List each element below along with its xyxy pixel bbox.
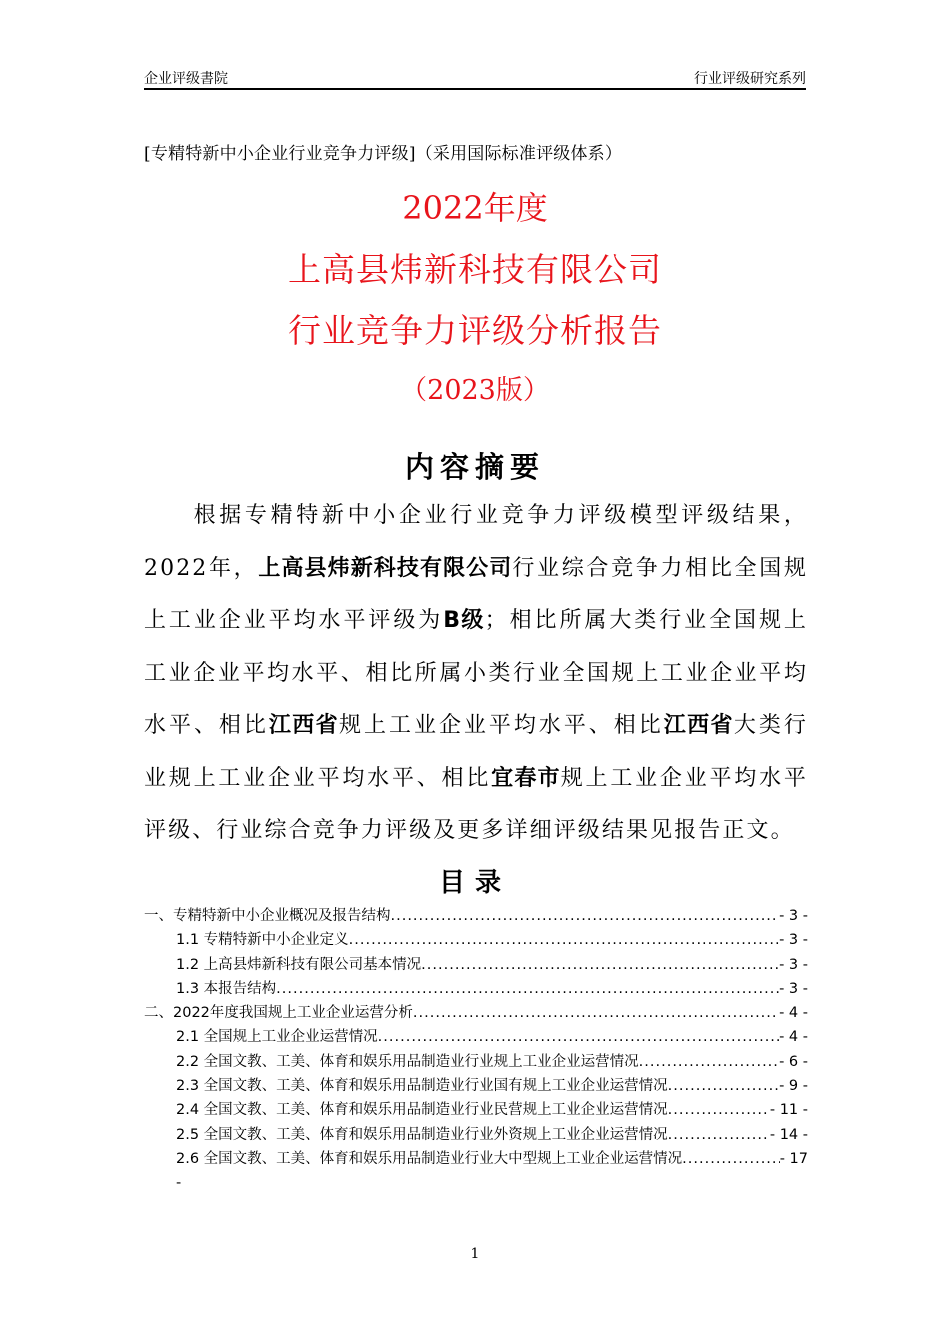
province-name: 江西省: [663, 713, 734, 738]
toc-page-number: - 14 -: [769, 1126, 808, 1143]
company-name: 上高县炜新科技有限公司: [258, 555, 513, 581]
toc-item[interactable]: 二、2022年度我国规上工业企业运营分析 ..... - 4 -: [144, 1001, 808, 1025]
series-line: [专精特新中小企业行业竞争力评级]（采用国际标准评级体系）: [144, 144, 623, 164]
toc-leader-dots: [349, 928, 779, 952]
title-report: 行业竞争力评级分析报告: [288, 311, 662, 350]
table-of-contents: [144, 904, 808, 1196]
abstract-text: ；相比所属大类行业全国规上工业企业平均水平、相比所属小类行业全国规上工业企业平均水平、相比: [144, 608, 808, 738]
toc-item[interactable]: 2.2 全国文教、工美、体育和娱乐用品制造业行业规上工业企业运营情况 ..... - 6 -: [144, 1050, 808, 1074]
toc-heading: 目录: [438, 868, 511, 898]
toc-item[interactable]: 2.3 全国文教、工美、体育和娱乐用品制造业行业国有规上工业企业运营情况 ..... - 9 -: [144, 1074, 808, 1098]
toc-leader-dots: [413, 1001, 779, 1025]
title-year: 2022年度: [402, 189, 548, 227]
toc-leader-dots: [391, 904, 780, 928]
toc-page-number: - 3 -: [779, 956, 808, 973]
toc-leader-dots: [421, 953, 779, 977]
page-header: [144, 66, 806, 90]
toc-leader-dots: [668, 1074, 779, 1098]
toc-item[interactable]: 2.4 全国文教、工美、体育和娱乐用品制造业行业民营规上工业企业运营情况 ..... - 11 -: [144, 1098, 808, 1122]
toc-page-number: - 3 -: [779, 908, 808, 924]
abstract-body: [144, 490, 808, 858]
toc-leader-dots: [668, 1098, 770, 1122]
rating-grade: B级: [443, 608, 485, 633]
title-company: 上高县炜新科技有限公司: [288, 250, 662, 289]
toc-page-number: - 11 -: [769, 1102, 808, 1119]
toc-page-number: - 6 -: [779, 1053, 808, 1070]
abstract-text: 根据专精特新中小企业行业竞争力评级模型评级结果，2022年，: [144, 503, 808, 581]
toc-leader-dots: [378, 1025, 779, 1049]
toc-item[interactable]: 1.2 上高县炜新科技有限公司基本情况 ..... - 3 -: [144, 953, 808, 977]
abstract-text: 规上工业企业平均水平评级、行业综合竞争力评级及更多详细评级结果见报告正文。: [144, 765, 808, 843]
toc-item[interactable]: 1.1 专精特新中小企业定义 ..... - 3 -: [144, 928, 808, 952]
toc-leader-dots: [639, 1050, 779, 1074]
toc-page-number: - 9 -: [779, 1078, 808, 1095]
page-number: 1: [470, 1246, 480, 1262]
toc-leader-dots: [276, 977, 779, 1001]
toc-page-wrap: -: [176, 1175, 182, 1192]
abstract-text: 大类行业规上工业企业平均水平、相比: [144, 713, 808, 791]
city-name: 宜春市: [491, 765, 561, 791]
title-edition: （2023版）: [400, 375, 550, 406]
toc-leader-dots: [668, 1123, 770, 1147]
toc-leader-dots: [682, 1147, 780, 1171]
toc-item[interactable]: 2.5 全国文教、工美、体育和娱乐用品制造业行业外资规上工业企业运营情况 ..... - 14 -: [144, 1123, 808, 1147]
header-publisher: 企业评级書院: [144, 71, 228, 87]
toc-page-number: - 17: [779, 1150, 808, 1167]
abstract-text: 行业综合竞争力相比全国规上工业企业平均水平评级为: [144, 555, 808, 633]
abstract-heading: 内容摘要: [404, 450, 545, 484]
toc-page-number: - 3 -: [779, 932, 808, 949]
toc-page-number: - 3 -: [779, 980, 808, 997]
toc-item[interactable]: 2.6 全国文教、工美、体育和娱乐用品制造业行业大中型规上工业企业运营情况 ..... - 17: [144, 1147, 808, 1171]
toc-item[interactable]: 1.3 本报告结构 ..... - 3 -: [144, 977, 808, 1001]
toc-page-number: - 4 -: [779, 1005, 808, 1022]
header-series: 行业评级研究系列: [694, 71, 806, 87]
abstract-text: 规上工业企业平均水平、相比: [339, 713, 664, 738]
toc-item[interactable]: 一、专精特新中小企业概况及报告结构 ..... - 3 -: [144, 904, 808, 928]
province-name: 江西省: [268, 713, 340, 738]
toc-page-number: - 4 -: [779, 1029, 808, 1046]
toc-item[interactable]: 2.1 全国规上工业企业运营情况 ..... - 4 -: [144, 1025, 808, 1049]
